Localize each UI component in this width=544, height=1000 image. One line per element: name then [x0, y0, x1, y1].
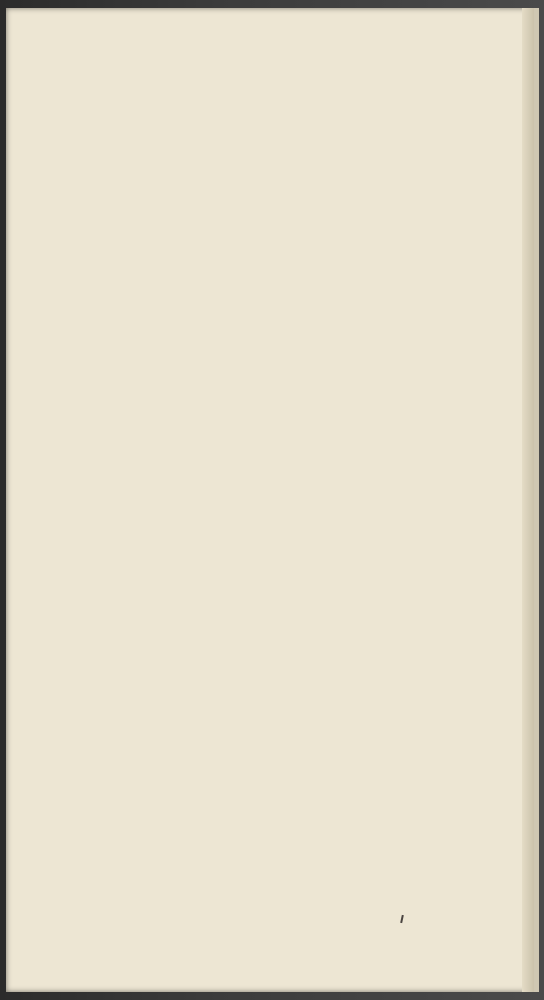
- section-heading: [33, 144, 433, 168]
- page-edge: [522, 8, 534, 992]
- ink-speck: [400, 915, 404, 923]
- article-heading: [33, 178, 433, 200]
- book-page: [6, 8, 539, 992]
- page-header: [6, 90, 534, 116]
- page-body: [33, 128, 433, 212]
